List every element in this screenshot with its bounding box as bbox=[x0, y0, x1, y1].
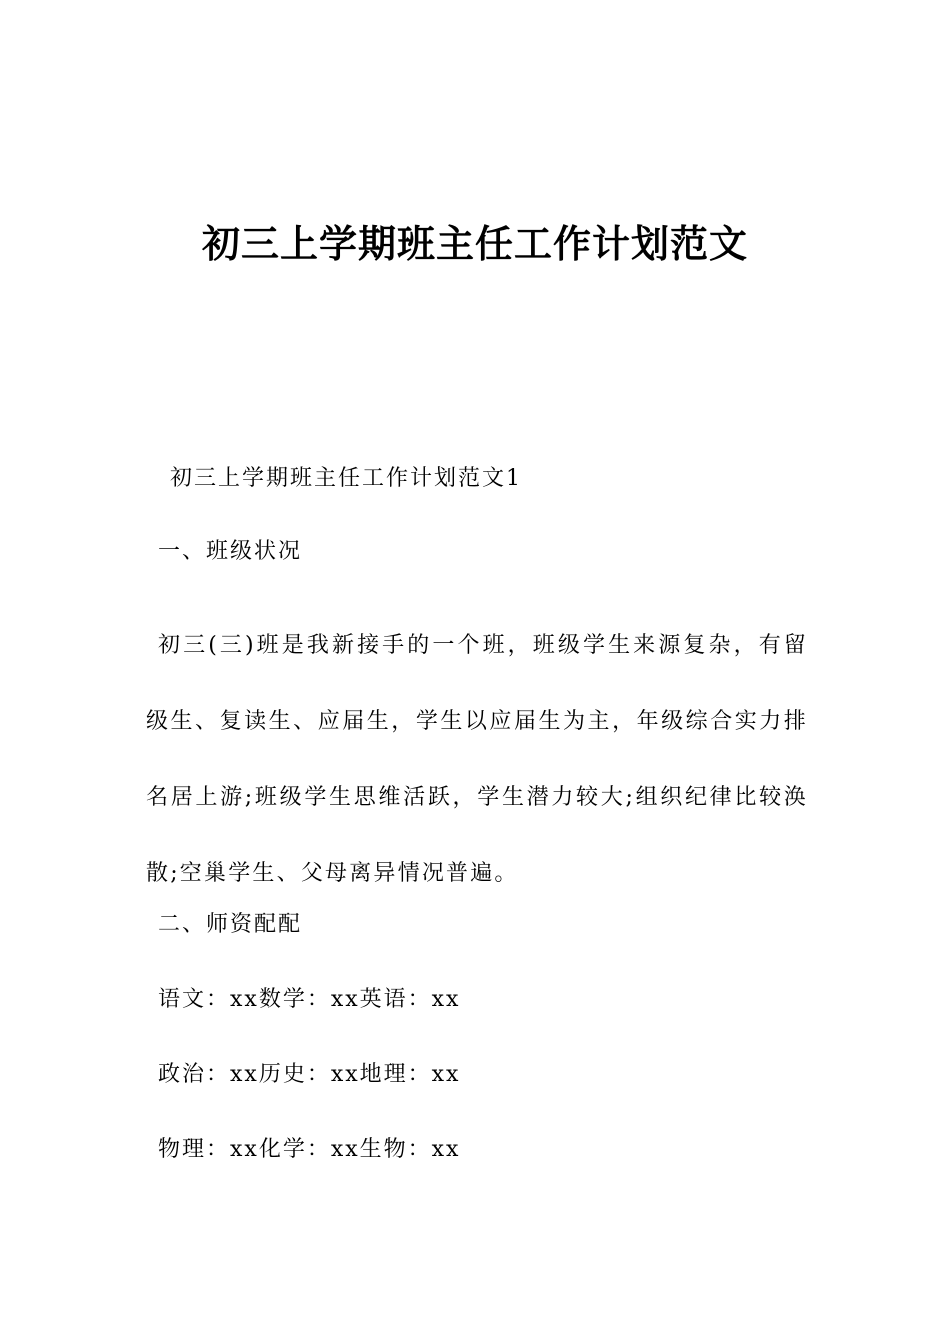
teachers-line-1: 语文：xx数学：xx英语：xx bbox=[158, 987, 461, 1012]
teachers-line-2: 政治：xx历史：xx地理：xx bbox=[158, 1062, 461, 1087]
document-title: 初三上学期班主任工作计划范文 bbox=[201, 222, 748, 266]
section-heading-class-status: 一、班级状况 bbox=[158, 539, 303, 564]
class-status-paragraph: 初三(三)班是我新接手的一个班，班级学生来源复杂，有留级生、复读生、应届生，学生以应届生为主，年级综合实力排名居上游;班级学生思维活跃，学生潜力较大;组织纪律比较涣散;空巢学生、父母离异情况普遍。 bbox=[146, 633, 808, 886]
teachers-line-3: 物理：xx化学：xx生物：xx bbox=[158, 1137, 461, 1162]
document-subtitle: 初三上学期班主任工作计划范文1 bbox=[170, 466, 522, 491]
section-heading-teachers: 二、师资配配 bbox=[158, 912, 303, 937]
